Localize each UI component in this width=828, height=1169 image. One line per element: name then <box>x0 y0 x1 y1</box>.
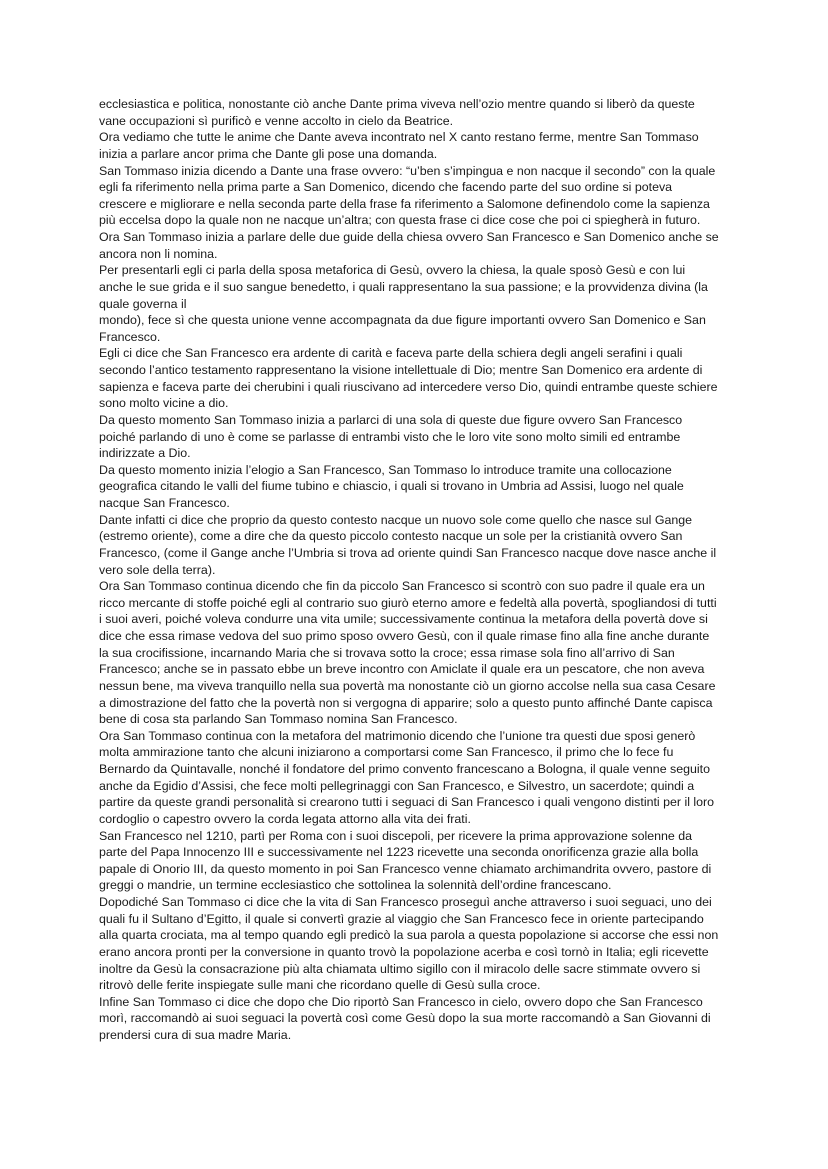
text-line: Francesco; anche se in passato ebbe un breve incontro con Amiclate il quale era un pescatore, che non aveva <box>99 662 705 677</box>
text-line: Da questo momento San Tommaso inizia a parlarci di una sola di queste due figure ovvero San Francesco <box>99 412 683 427</box>
text-line: a dimostrazione del fatto che la povertà non si vergogna di apparire; solo a questo punto affinché Dante capisca <box>99 695 713 710</box>
text-line: Ora vediamo che tutte le anime che Dante aveva incontrato nel X canto restano ferme, mentre San Tommaso <box>99 130 699 145</box>
text-line: Francesco. <box>99 329 161 344</box>
text-line: nacque San Francesco. <box>99 496 230 510</box>
text-line: greggi o mandrie, un termine ecclesiastico che sottolinea la solennità dell’ordine francescano. <box>99 878 612 893</box>
text-line: alla quarta crociata, ma al tempo quando egli predicò la sua parola a questa popolazione si accorse che essi non <box>99 928 719 943</box>
text-line: vero sole della terra). <box>99 562 216 577</box>
text-line: quale governa il <box>99 296 187 311</box>
text-line: Bernardo da Quintavalle, nonché il fondatore del primo convento francescano a Bologna, il quale venne seguito <box>99 762 710 776</box>
text-line: parte del Papa Innocenzo III e successivamente nel 1223 ricevette una seconda onorificenza grazie alla bolla <box>99 845 699 860</box>
text-line: Francesco, (come il Gange anche l’Umbria si trova ad oriente quindi San Francesco nacque dove nasce anche il <box>99 545 717 560</box>
text-line: Per presentarli egli ci parla della sposa metaforica di Gesù, ovvero la chiesa, la quale sposò Gesù e con lui <box>99 263 686 278</box>
text-line: Infine San Tommaso ci dice che dopo che Dio riportò San Francesco in cielo, ovvero dopo che San Francesco <box>99 994 703 1009</box>
text-line: sono molto vicine a dio. <box>99 396 229 411</box>
text-line: sapienza e faceva parte dei cherubini i quali riuscivano ad intercedere verso Dio, quindi entrambe queste schiere <box>99 379 718 394</box>
text-line: Ora San Tommaso continua con la metafora del matrimonio dicendo che l’unione tra questi due sposi generò <box>99 728 696 743</box>
text-line: egli fa riferimento nella prima parte a San Domenico, dicendo che facendo parte del suo ordine si poteva <box>99 180 673 195</box>
text-line: vane occupazioni sì purificò e venne accolto in cielo da Beatrice. <box>99 113 454 128</box>
text-line: mondo), fece sì che questa unione venne accompagnata da due figure importanti ovvero San Domenico e San <box>99 313 706 328</box>
text-line: crescere e migliorare e nella seconda parte della frase fa riferimento a Salomone definendolo come la sapienza <box>99 196 710 211</box>
text-line: ricco mercante di stoffe poiché egli al contrario suo giurò eterno amore e fedeltà alla povertà, spogliandosi di tutti <box>99 595 717 610</box>
text-line: la sua crocifissione, incarnando Maria che si trovava sotto la croce; essa rimase sola fino all’arrivo di San <box>99 645 675 660</box>
text-line: inoltre da Gesù la consacrazione più alta chiamata ultimo sigillo con il miracolo delle sacre stimmate ovvero si <box>99 961 701 976</box>
text-line: anche da Egidio d’Assisi, che fece molti pellegrinaggi con San Francesco, e Silvestro, un sacerdote; quindi a <box>99 778 695 793</box>
text-line: ritrovò delle ferite inspiegate sulle mani che ricordano quelle di Gesù sulla croce. <box>99 978 541 993</box>
text-line: San Tommaso inizia dicendo a Dante una frase ovvero: “u’ben s’impingua e non nacque il secondo” con la quale <box>99 163 716 178</box>
text-line: anche le sue grida e il suo sangue benedetto, i quali rappresentano la sua passione; e la provvidenza divina (la <box>99 279 708 294</box>
text-line: Ora San Tommaso continua dicendo che fin da piccolo San Francesco si scontrò con suo padre il quale era un <box>99 579 705 594</box>
text-line: ecclesiastica e politica, nonostante ciò anche Dante prima viveva nell’ozio mentre quando si liberò da queste <box>99 97 695 111</box>
text-line: Dopodiché San Tommaso ci dice che la vita di San Francesco proseguì anche attraverso i suoi seguaci, uno dei <box>99 895 712 909</box>
text-line: papale di Onorio III, da questo momento in poi San Francesco venne chiamato archimandrita ovvero, pastore di <box>99 861 712 876</box>
text-line: geografica citando le valli del fiume tubino e chiascio, i quali si trovano in Umbria ad Assisi, luogo nel quale <box>99 479 684 494</box>
document-body-text <box>99 96 739 1044</box>
text-line: (estremo oriente), come a dire che da questo piccolo contesto nacque un sole per la cristianità ovvero San <box>99 529 683 544</box>
text-line: ancora non li nomina. <box>99 246 218 261</box>
text-line: San Francesco nel 1210, partì per Roma con i suoi discepoli, per ricevere la prima approvazione solenne da <box>99 828 693 843</box>
text-line: cordoglio o capestro ovvero la corda legata attorno alla vita dei frati. <box>99 811 471 826</box>
text-line: partire da queste grandi personalità si crearono tutti i seguaci di San Francesco i quali vengono distinti per il loro <box>99 795 715 810</box>
text-line: inizia a parlare ancor prima che Dante gli pose una domanda. <box>99 146 438 161</box>
text-line: dice che essa rimase vedova del suo primo sposo ovvero Gesù, con il quale rimase fino alla fine anche durante <box>99 629 710 643</box>
text-line: erano ancora pronti per la conversione in quanto trovò la popolazione acerba e così tornò in Italia; egli ricevette <box>99 944 709 959</box>
text-line: Egli ci dice che San Francesco era ardente di carità e faceva parte della schiera degli angeli serafini i quali <box>99 346 683 361</box>
text-line: Da questo momento inizia l’elogio a San Francesco, San Tommaso lo introduce tramite una collocazione <box>99 462 672 477</box>
text-line: poiché parlando di uno è come se parlasse di entrambi visto che le loro vite sono molto simili ed entrambe <box>99 429 681 444</box>
text-line: prendersi cura di sua madre Maria. <box>99 1028 292 1042</box>
text-line: più eccelsa dopo la quale non ne nacque un’altra; con questa frase ci dice cose che poi ci spiegherà in futuro. <box>99 213 701 228</box>
text-line: Ora San Tommaso inizia a parlare delle due guide della chiesa ovvero San Francesco e San Domenico anche se <box>99 230 719 244</box>
text-line: secondo l’antico testamento rappresentano la visione intellettuale di Dio; mentre San Domenico era ardente di <box>99 363 703 377</box>
text-line: nessun bene, ma viveva tranquillo nella sua povertà ma nonostante ciò un giorno accolse nella sua casa Cesare <box>99 678 716 693</box>
text-line: i suoi averi, poiché voleva condurre una vita umile; successivamente continua la metafora della povertà dove si <box>99 612 708 627</box>
text-line: molta ammirazione tanto che alcuni iniziarono a comportarsi come San Francesco, il primo che lo fece fu <box>99 745 674 760</box>
text-line: bene di cosa sta parlando San Tommaso nomina San Francesco. <box>99 712 458 727</box>
text-line: morì, raccomandò ai suoi seguaci la povertà così come Gesù dopo la sua morte raccomandò a San Giovanni di <box>99 1011 711 1026</box>
text-line: indirizzate a Dio. <box>99 446 191 461</box>
text-line: Dante infatti ci dice che proprio da questo contesto nacque un nuovo sole come quello che nasce sul Gange <box>99 512 693 527</box>
text-line: quali fu il Sultano d’Egitto, il quale si convertì grazie al viaggio che San Francesco fece in oriente partecipando <box>99 911 704 926</box>
